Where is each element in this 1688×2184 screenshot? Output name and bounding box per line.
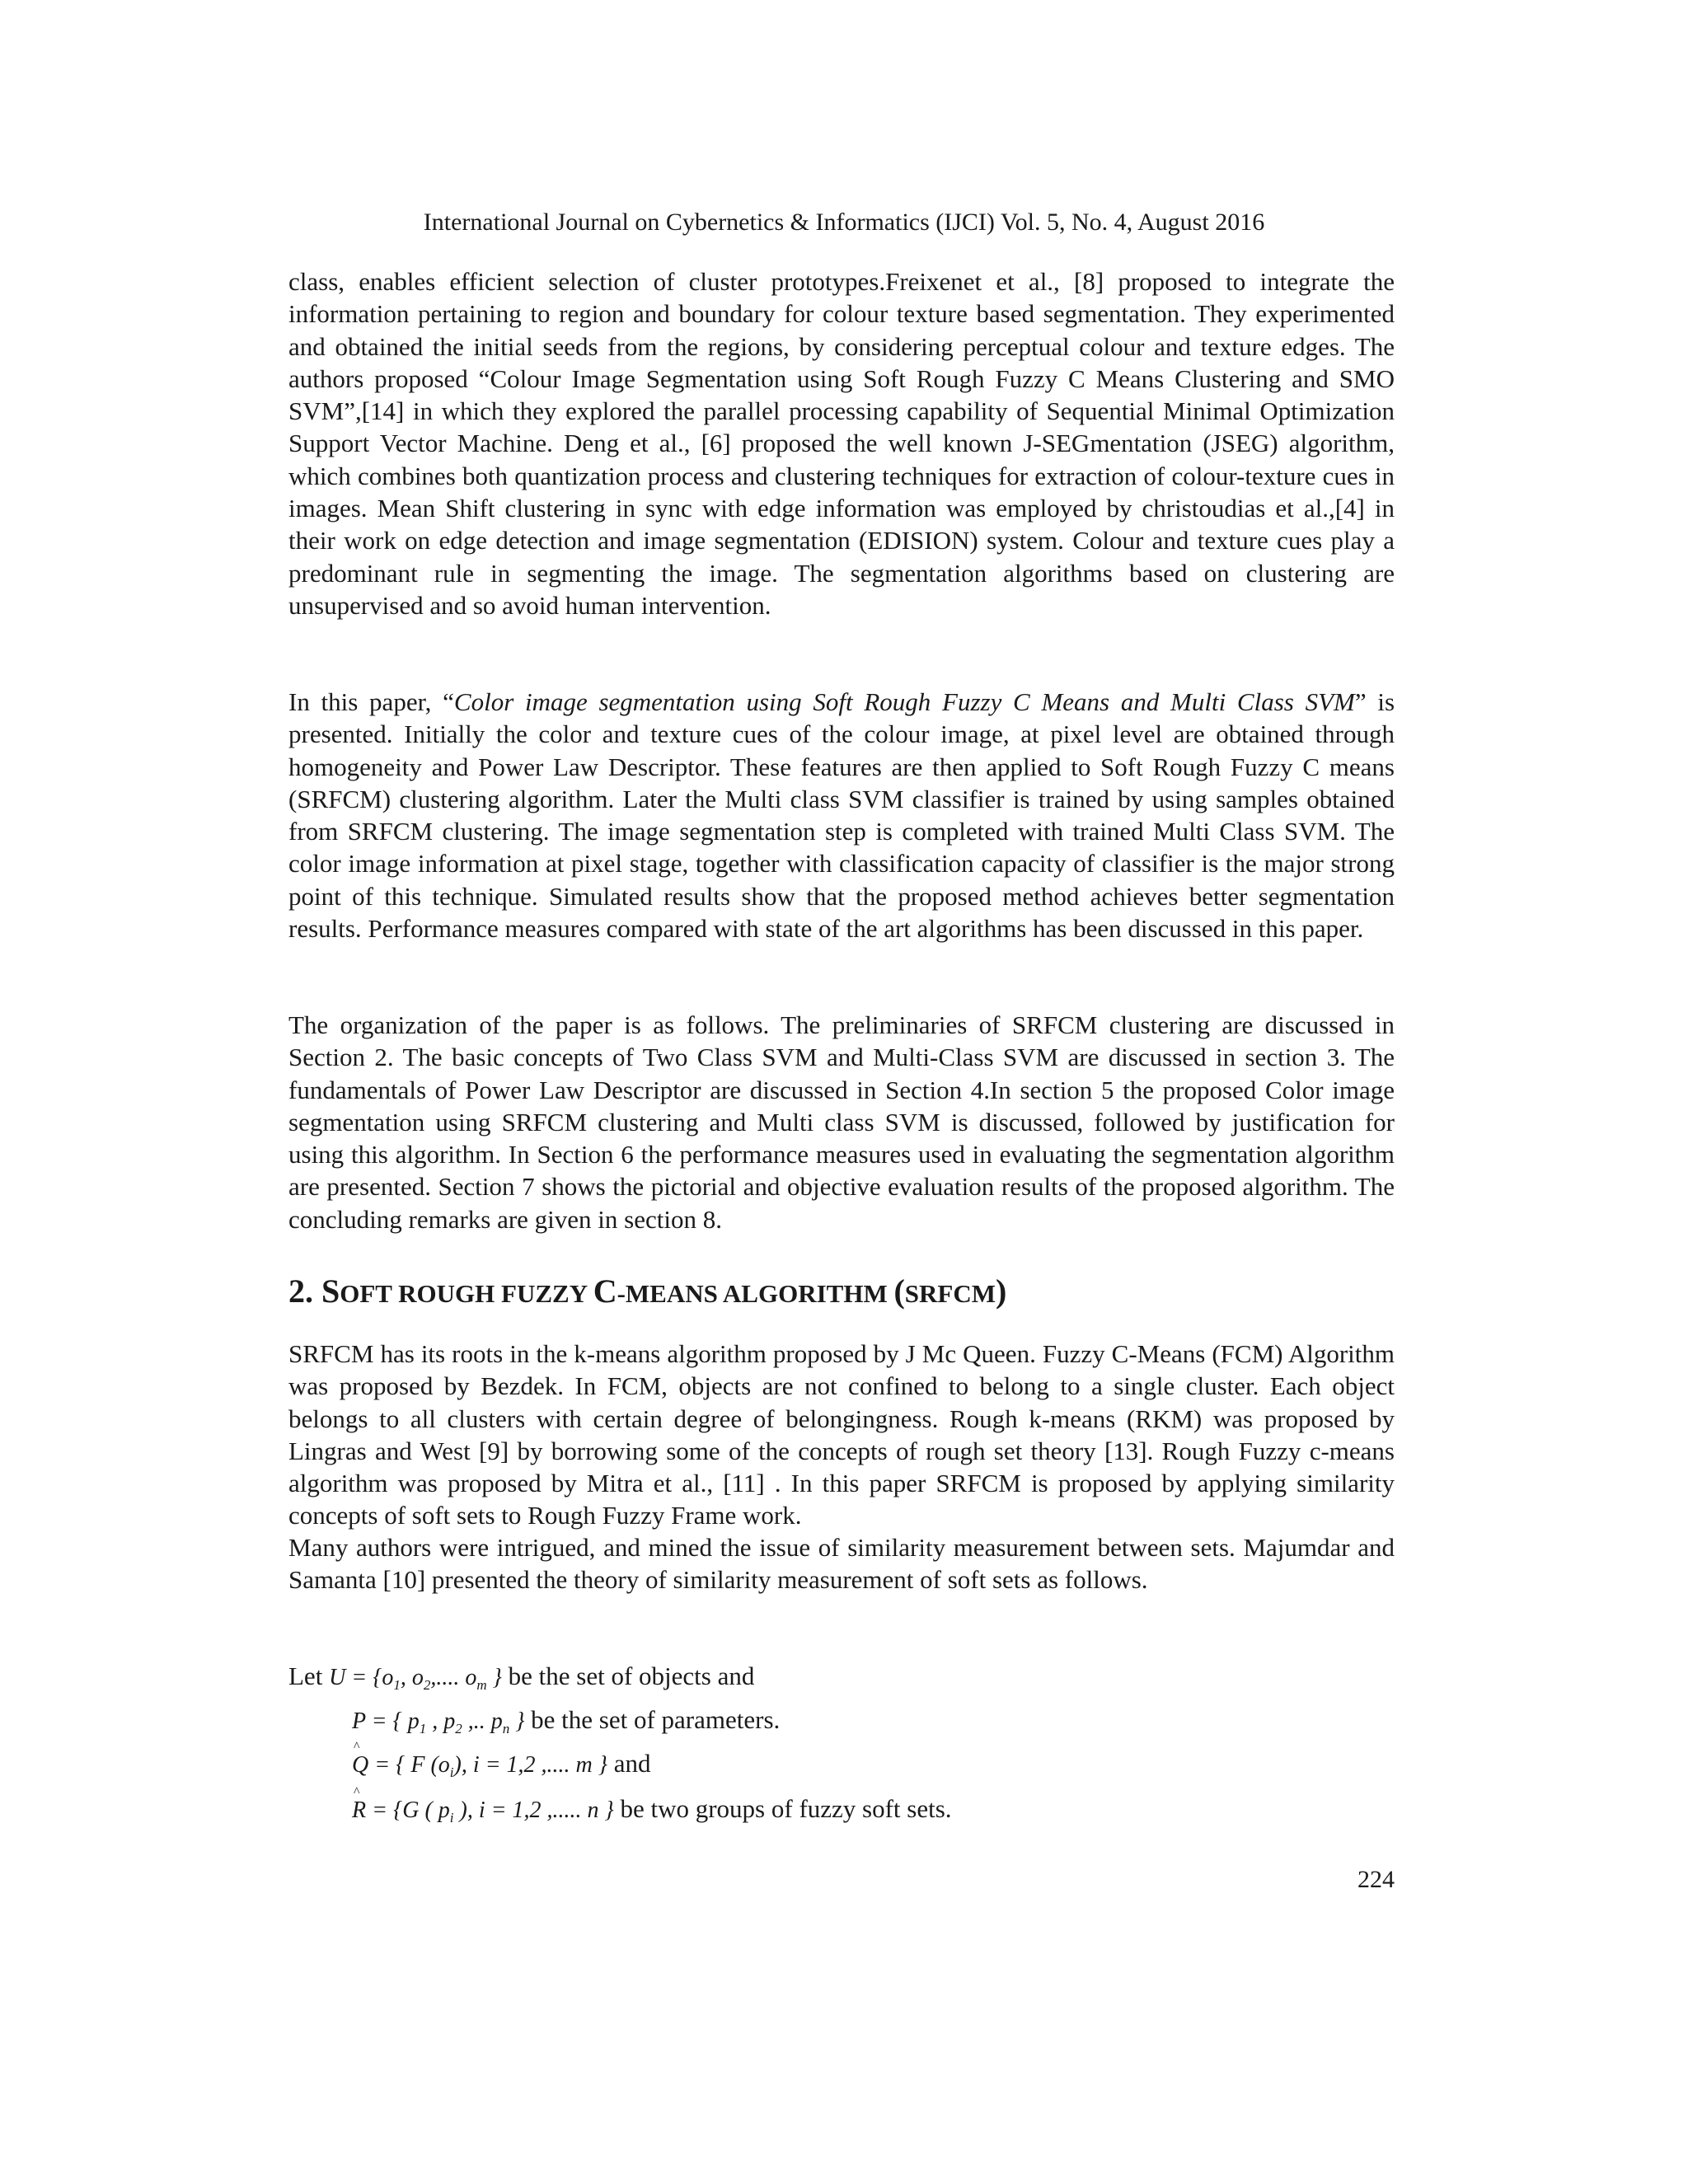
section-title-part: SRFCM (904, 1279, 996, 1308)
math-symbol: ), (453, 1797, 479, 1823)
equation-parameters-set (352, 1704, 780, 1746)
math-symbol: = { (345, 1665, 382, 1690)
section-title-part: C (593, 1272, 617, 1310)
math-symbol: ^ Q (352, 1749, 368, 1782)
math-subscript: i (449, 1765, 454, 1780)
math-symbol: G (402, 1797, 420, 1823)
math-symbol: ,.... (430, 1665, 466, 1690)
math-symbol: m (575, 1752, 593, 1778)
math-symbol: P (352, 1708, 366, 1734)
math-symbol: = 1,2 ,.... (479, 1752, 576, 1778)
math-symbol: = 1,2 ,..... (485, 1797, 588, 1823)
section-title-part: ( (893, 1272, 905, 1310)
equation-objects-set (288, 1660, 754, 1702)
paragraph-related-work: class, enables efficient selection of cluster prototypes.Freixenet et al., [8] proposed to integrate the information pertaining to region and boundary for colour texture based segmentation. They experimented and obtained the initial seeds from the regions, by considering perceptual colour and texture edges. The authors proposed “Colour Image Segmentation using Soft Rough Fuzzy C Means Clustering and SMO SVM”,[14] in which they explored the parallel processing capability of Sequential Minimal Optimization Support Vector Machine. Deng et al., [6] proposed the well known J-SEGmentation (JSEG) algorithm, which combines both quantization process and clustering techniques for extraction of colour-texture cues in images. Mean Shift clustering in sync with edge information was employed by christoudias et al.,[4] in their work on edge detection and image segmentation (EDISION) system. Colour and texture cues play a predominant rule in segmenting the image. The segmentation algorithms based on clustering are unsupervised and so avoid human intervention. (288, 267, 1395, 620)
equation-text: Let (288, 1661, 330, 1690)
math-subscript: 2 (423, 1677, 431, 1693)
math-symbol: ), (453, 1752, 473, 1778)
math-symbol: = { (365, 1708, 408, 1734)
page-number: 224 (1357, 1866, 1395, 1893)
equation-text: be the set of parameters. (524, 1705, 781, 1734)
math-subscript: 1 (419, 1721, 427, 1736)
math-subscript: m (476, 1677, 487, 1693)
section-title-part: ) (996, 1272, 1007, 1310)
paragraph-contribution-body: ” is presented. Initially the color and texture cues of the colour image, at pixel level are obtained through homogeneity and Power Law Descriptor. These features are then applied to Soft Rough Fuzzy C means (SRFCM) clustering algorithm. Later the Multi class SVM classifier is trained by using samples obtained from SRFCM clustering. The image segmentation step is completed with trained Multi Class SVM. The color image information at pixel stage, together with classification capacity of classifier is the major strong point of this technique. Simulated results show that the proposed method achieves better segmentation results. Performance measures compared with state of the art algorithms has been discussed in this paper. (288, 687, 1395, 944)
paragraph-similarity: Many authors were intrigued, and mined the issue of similarity measurement between sets. Majumdar and Samanta [10] presented the theory of similarity measurement of soft sets as follows. (288, 1533, 1395, 1595)
math-symbol: p (438, 1797, 450, 1823)
paragraph-srfcm-background: SRFCM has its roots in the k-means algorithm proposed by J Mc Queen. Fuzzy C-Means (FCM) Algorithm was proposed by Bezdek. In FCM, objects are not confined to belong to a single cluster. Each object belongs to all clusters with certain degree of belongingness. Rough k-means (RKM) was proposed by Lingras and West [9] by borrowing some of the concepts of rough set theory [13]. Rough Fuzzy c-means algorithm was proposed by Mitra et al., [11] . In this paper SRFCM is proposed by applying similarity concepts of soft sets to Rough Fuzzy Frame work. (288, 1339, 1395, 1530)
paper-title-italic: Color image segmentation using Soft Rough Fuzzy C Means and Multi Class SVM (453, 687, 1355, 716)
paragraph-organization: The organization of the paper is as follows. The preliminaries of SRFCM clustering are discussed in Section 2. The basic concepts of Two Class SVM and Multi-Class SVM are discussed in section 3. The fundamentals of Power Law Descriptor are discussed in Section 4.In section 5 the proposed Color image segmentation using SRFCM clustering and Multi class SVM is discussed, followed by justification for using this algorithm. In Section 6 the performance measures used in evaluating the segmentation algorithm are presented. Section 7 shows the pictorial and objective evaluation results of the proposed algorithm. The concluding remarks are given in section 8. (288, 1010, 1395, 1234)
math-symbol: o (465, 1665, 477, 1690)
math-subscript: n (502, 1721, 510, 1736)
math-symbol: U (329, 1665, 346, 1690)
math-symbol: ( (419, 1797, 438, 1823)
math-symbol: ( (424, 1752, 438, 1778)
math-symbol: = { (368, 1752, 411, 1778)
math-symbol: ^ R (352, 1794, 366, 1827)
math-symbol: o (438, 1752, 450, 1778)
math-symbol: p (407, 1708, 420, 1734)
equation-fuzzy-soft-set-r (352, 1793, 952, 1835)
section-title-part: OFT ROUGH FUZZY (340, 1279, 593, 1308)
math-symbol: o (411, 1665, 424, 1690)
equation-text: be the set of objects and (501, 1661, 755, 1690)
paragraph-contribution-lead: In this paper, “ (288, 687, 454, 716)
math-symbol: } (598, 1797, 614, 1823)
math-symbol: o (382, 1665, 394, 1690)
math-symbol: i (472, 1752, 480, 1778)
math-symbol: } (592, 1752, 607, 1778)
equation-text: be two groups of fuzzy soft sets. (613, 1794, 952, 1823)
section-title-part: -MEANS ALGORITHM (617, 1279, 894, 1308)
math-symbol: n (587, 1797, 599, 1823)
paragraph-contribution (288, 686, 1395, 944)
math-symbol: p (443, 1708, 456, 1734)
math-symbol: F (410, 1752, 425, 1778)
equation-fuzzy-soft-set-q (352, 1747, 650, 1789)
math-symbol: ,.. (462, 1708, 491, 1734)
math-subscript: i (449, 1810, 454, 1825)
running-header: International Journal on Cybernetics & Informatics (IJCI) Vol. 5, No. 4, August 2016 (423, 209, 1265, 236)
math-symbol: = { (366, 1797, 403, 1823)
math-symbol: i (478, 1797, 485, 1823)
section-number: 2. S (288, 1272, 340, 1310)
math-subscript: 2 (455, 1721, 462, 1736)
math-symbol: } (509, 1708, 525, 1734)
math-symbol: p (490, 1708, 503, 1734)
section-heading-srfcm (288, 1272, 1395, 1314)
math-symbol: , (426, 1708, 444, 1734)
math-symbol: } (486, 1665, 502, 1690)
math-subscript: 1 (393, 1677, 401, 1693)
math-symbol: , (400, 1665, 412, 1690)
equation-text: and (607, 1749, 651, 1778)
